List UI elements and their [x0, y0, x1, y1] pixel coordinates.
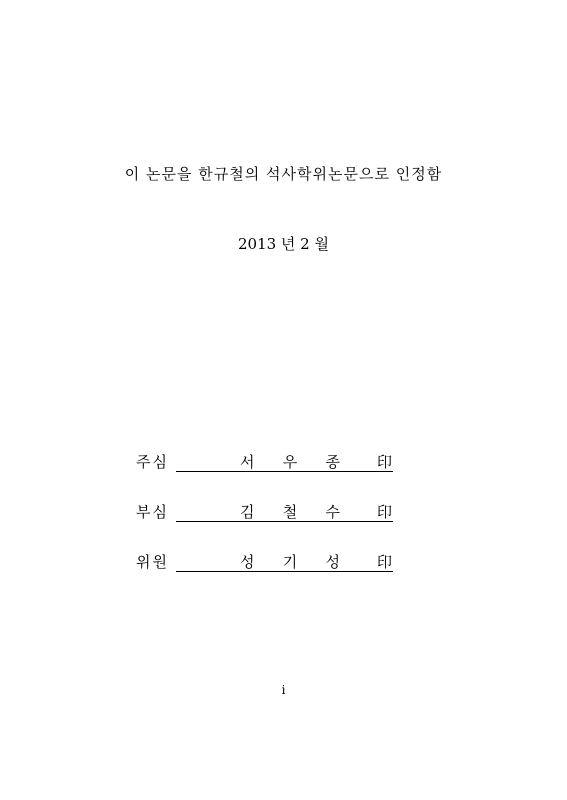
signature-row-chair — [136, 451, 396, 473]
seal-mark: 印 — [377, 503, 393, 521]
committee-role: 위원 — [136, 553, 169, 571]
seal-mark: 印 — [377, 453, 393, 471]
name-char: 성 — [325, 553, 340, 571]
name-char: 성 — [240, 553, 255, 571]
name-char: 우 — [282, 453, 298, 471]
seal-mark: 印 — [377, 553, 393, 571]
committee-role: 부심 — [136, 503, 169, 521]
page-number: i — [281, 683, 286, 697]
signature-row-member — [136, 551, 396, 573]
name-char: 기 — [282, 553, 298, 571]
approval-statement: 이 논문을 한규철의 석사학위논문으로 인정함 — [124, 165, 443, 183]
signature-row-vice-chair — [136, 501, 396, 523]
committee-role: 주심 — [136, 453, 169, 471]
committee-member-name — [240, 451, 340, 472]
name-char: 김 — [240, 503, 255, 521]
committee-member-name — [240, 551, 340, 572]
name-char: 종 — [325, 453, 340, 471]
approval-date: 2013 년 2 월 — [237, 235, 329, 253]
name-char: 수 — [325, 503, 340, 521]
name-char: 서 — [240, 453, 255, 471]
name-char: 철 — [282, 503, 298, 521]
committee-member-name — [240, 501, 340, 522]
